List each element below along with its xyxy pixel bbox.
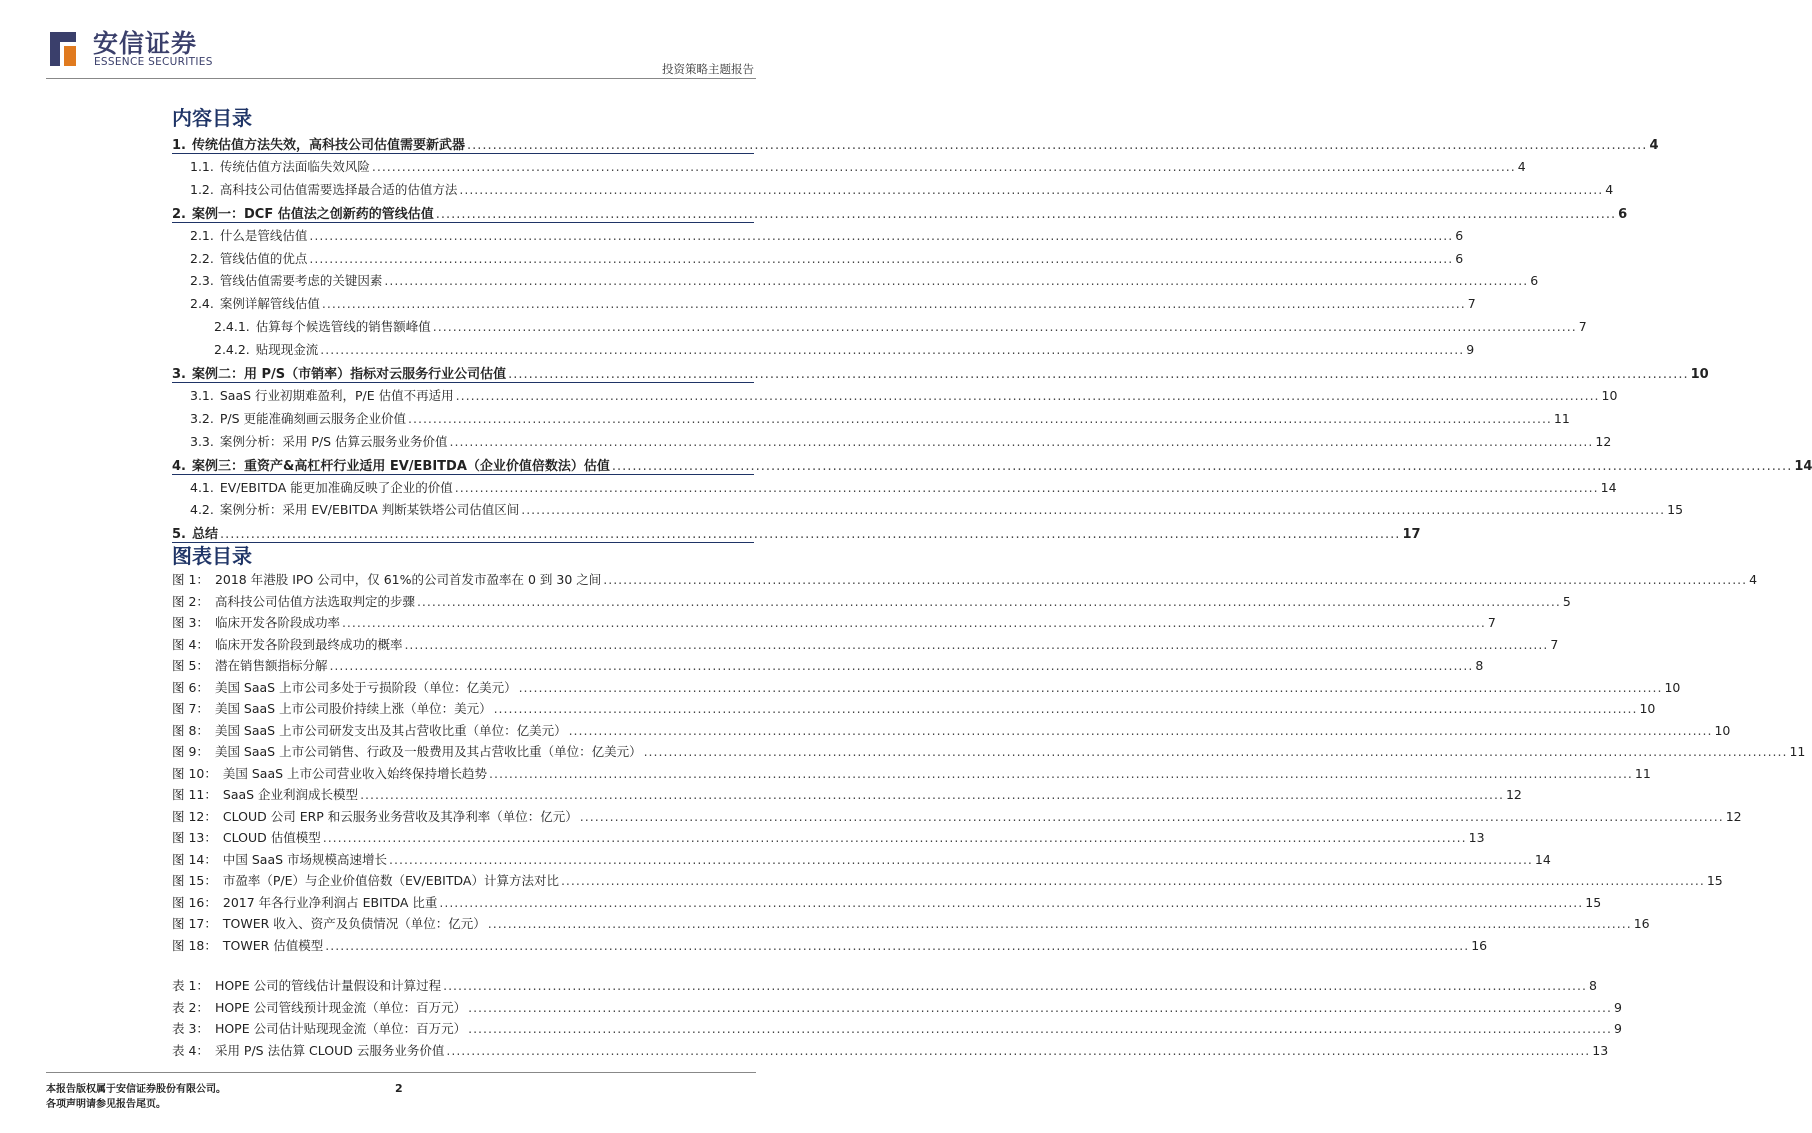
page-ref: 14	[1794, 459, 1812, 474]
toc-title: 内容目录	[172, 106, 252, 130]
entry-number: 4.1.	[190, 480, 214, 495]
entry-title: 总结	[191, 527, 218, 542]
entry-number: 图 15：	[172, 873, 217, 888]
entry-number: 图 1：	[172, 572, 209, 587]
dot-leader	[459, 182, 1603, 197]
page-ref: 16	[1471, 938, 1488, 953]
essence-logo-icon	[46, 28, 80, 70]
figure-entry[interactable]	[172, 807, 1742, 826]
dot-leader	[323, 830, 1467, 845]
page-ref: 14	[1534, 852, 1551, 867]
copyright-notice: 本报告版权属于安信证券股份有限公司。	[46, 1084, 226, 1095]
toc-entry[interactable]	[190, 249, 1464, 268]
entry-number: 图 12：	[172, 809, 217, 824]
entry-number: 2.2.	[190, 251, 214, 266]
entry-number: 图 17：	[172, 916, 217, 931]
page-ref: 7	[1578, 319, 1587, 334]
page-ref: 7	[1487, 615, 1496, 630]
dot-leader	[468, 1021, 1612, 1036]
entry-number: 2.3.	[190, 273, 214, 288]
dot-leader	[220, 527, 1400, 542]
entry-title: 美国 SaaS 上市公司营业收入始终保持增长趋势	[222, 766, 488, 781]
figures-title: 图表目录	[172, 544, 252, 568]
page-ref: 4	[1605, 182, 1614, 197]
page-ref: 8	[1475, 658, 1484, 673]
figure-entry[interactable]	[172, 914, 1650, 933]
entry-number: 5.	[172, 527, 186, 542]
figure-entry[interactable]	[172, 764, 1651, 783]
dot-leader	[569, 723, 1713, 738]
entry-title: 什么是管线估值	[219, 228, 308, 243]
entry-title: 管线估值需要考虑的关键因素	[219, 273, 383, 288]
entry-title: 潜在销售额指标分解	[214, 658, 328, 673]
entry-title: 美国 SaaS 上市公司销售、行政及一般费用及其占营收比重（单位：亿美元）	[214, 744, 642, 759]
dot-leader	[561, 873, 1705, 888]
entry-title: 美国 SaaS 上市公司股价持续上涨（单位：美元）	[214, 701, 492, 716]
page-header	[0, 0, 802, 80]
figure-entry[interactable]	[172, 635, 1559, 654]
figure-entry[interactable]	[172, 893, 1602, 912]
entry-number: 图 2：	[172, 594, 209, 609]
toc-entry[interactable]	[172, 363, 1709, 382]
toc-entry[interactable]	[190, 478, 1617, 497]
page-ref: 6	[1455, 228, 1464, 243]
entry-number: 3.2.	[190, 411, 214, 426]
entry-title: CLOUD 估值模型	[222, 830, 321, 845]
figure-entry[interactable]	[172, 656, 1484, 675]
entry-title: EV/EBITDA 能更加准确反映了企业的价值	[219, 480, 453, 495]
entry-number: 3.1.	[190, 388, 214, 403]
entry-title: 案例三：重资产&高杠杆行业适用 EV/EBITDA（企业价值倍数法）估值	[191, 459, 610, 474]
entry-number: 图 9：	[172, 744, 209, 759]
entry-number: 图 6：	[172, 680, 209, 695]
figure-entry[interactable]	[172, 699, 1656, 718]
page-ref: 6	[1455, 251, 1464, 266]
report-type-label: 投资策略主题报告	[662, 62, 754, 76]
entry-title: SaaS 行业初期难盈利，P/E 估值不再适用	[219, 388, 454, 403]
figure-entry[interactable]	[172, 828, 1485, 847]
entry-number: 2.1.	[190, 228, 214, 243]
dot-leader	[372, 159, 1516, 174]
dot-leader	[309, 251, 1453, 266]
entry-number: 图 10：	[172, 766, 217, 781]
page-ref: 14	[1600, 480, 1617, 495]
page-ref: 11	[1789, 744, 1806, 759]
page-ref: 11	[1553, 411, 1570, 426]
dot-leader	[488, 916, 1632, 931]
page-ref: 10	[1601, 388, 1618, 403]
figure-entry[interactable]	[172, 742, 1806, 761]
figure-entry[interactable]	[172, 613, 1496, 632]
entry-number: 图 4：	[172, 637, 209, 652]
entry-title: 案例分析：采用 EV/EBITDA 判断某铁塔公司估值区间	[219, 502, 520, 517]
entry-number: 图 16：	[172, 895, 217, 910]
entry-number: 图 18：	[172, 938, 217, 953]
entry-number: 4.2.	[190, 502, 214, 517]
toc-entry[interactable]	[190, 500, 1684, 519]
entry-title: SaaS 企业利润成长模型	[222, 787, 359, 802]
figure-entry[interactable]	[172, 592, 1571, 611]
dot-leader	[389, 852, 1533, 867]
entry-number: 图 3：	[172, 615, 209, 630]
toc-entry[interactable]	[190, 180, 1614, 199]
header-divider	[46, 78, 756, 79]
dot-leader	[309, 228, 1453, 243]
entry-number: 图 8：	[172, 723, 209, 738]
dot-leader	[580, 809, 1724, 824]
figure-entry[interactable]	[172, 871, 1723, 890]
entry-number: 表 3：	[172, 1021, 209, 1036]
page-ref: 6	[1618, 207, 1628, 222]
page-ref: 7	[1467, 296, 1476, 311]
page-ref: 12	[1595, 434, 1612, 449]
page-ref: 9	[1613, 1000, 1622, 1015]
entry-title: 传统估值方法失效，高科技公司估值需要新武器	[191, 138, 465, 153]
dot-leader	[408, 411, 1552, 426]
figure-entry[interactable]	[172, 678, 1681, 697]
toc-entry[interactable]	[190, 409, 1570, 428]
page-number: 2	[395, 1082, 403, 1095]
toc-entry[interactable]	[190, 271, 1539, 290]
entry-title: 案例二：用 P/S（市销率）指标对云服务行业公司估值	[191, 367, 507, 382]
entry-number: 表 1：	[172, 978, 209, 993]
dot-leader	[439, 895, 1583, 910]
toc-entry[interactable]	[172, 134, 1659, 153]
page-ref: 9	[1613, 1021, 1622, 1036]
entry-title: 中国 SaaS 市场规模高速增长	[222, 852, 388, 867]
page-ref: 11	[1634, 766, 1651, 781]
entry-title: TOWER 收入、资产及负债情况（单位：亿元）	[222, 916, 486, 931]
page-ref: 10	[1714, 723, 1731, 738]
dot-leader	[417, 594, 1561, 609]
dot-leader	[436, 207, 1616, 222]
dot-leader	[494, 701, 1638, 716]
dot-leader	[322, 296, 1466, 311]
dot-leader	[433, 319, 1577, 334]
page-ref: 12	[1505, 787, 1522, 802]
entry-title: 临床开发各阶段成功率	[214, 615, 340, 630]
entry-title: CLOUD 公司 ERP 和云服务业务营收及其净利率（单位：亿元）	[222, 809, 578, 824]
dot-leader	[508, 367, 1688, 382]
entry-title: 管线估值的优点	[219, 251, 308, 266]
entry-title: HOPE 公司管线预计现金流（单位：百万元）	[214, 1000, 467, 1015]
entry-number: 图 13：	[172, 830, 217, 845]
page-ref: 7	[1550, 637, 1559, 652]
entry-number: 4.	[172, 459, 186, 474]
entry-number: 图 14：	[172, 852, 217, 867]
figure-entry[interactable]	[172, 785, 1522, 804]
dot-leader	[446, 1043, 1590, 1058]
page-ref: 6	[1530, 273, 1539, 288]
page-ref: 4	[1649, 138, 1659, 153]
dot-leader	[467, 138, 1647, 153]
dot-leader	[468, 1000, 1612, 1015]
entry-title: 高科技公司估值方法选取判定的步骤	[214, 594, 415, 609]
entry-number: 1.1.	[190, 159, 214, 174]
page-ref: 15	[1585, 895, 1602, 910]
entry-title: 案例分析：采用 P/S 估算云服务业务价值	[219, 434, 448, 449]
entry-title: TOWER 估值模型	[222, 938, 324, 953]
entry-title: P/S 更能准确刻画云服务企业价值	[219, 411, 407, 426]
dot-leader	[320, 342, 1464, 357]
dot-leader	[455, 480, 1599, 495]
entry-title: 案例详解管线估值	[219, 296, 320, 311]
page-ref: 8	[1588, 978, 1597, 993]
toc-entry[interactable]	[172, 523, 1421, 542]
dot-leader	[612, 459, 1792, 474]
entry-title: 市盈率（P/E）与企业价值倍数（EV/EBITDA）计算方法对比	[222, 873, 559, 888]
entry-number: 图 11：	[172, 787, 217, 802]
entry-number: 表 4：	[172, 1043, 209, 1058]
toc-entry[interactable]	[214, 317, 1587, 336]
entry-number: 1.2.	[190, 182, 214, 197]
entry-number: 2.	[172, 207, 186, 222]
toc-entry[interactable]	[190, 157, 1526, 176]
toc-entry[interactable]	[190, 294, 1476, 313]
dot-leader	[384, 273, 1528, 288]
dot-leader	[519, 680, 1663, 695]
entry-title: 案例一：DCF 估值法之创新药的管线估值	[191, 207, 434, 222]
table-entry[interactable]	[172, 976, 1597, 995]
entry-title: HOPE 公司的管线估计量假设和计算过程	[214, 978, 442, 993]
entry-title: 2017 年各行业净利润占 EBITDA 比重	[222, 895, 438, 910]
dot-leader	[450, 434, 1594, 449]
dot-leader	[443, 978, 1587, 993]
entry-number: 图 7：	[172, 701, 209, 716]
page-ref: 5	[1562, 594, 1571, 609]
footer-divider	[46, 1072, 756, 1073]
entry-title: 采用 P/S 法估算 CLOUD 云服务业务价值	[214, 1043, 445, 1058]
page-ref: 12	[1725, 809, 1742, 824]
entry-title: 高科技公司估值需要选择最合适的估值方法	[219, 182, 458, 197]
entry-number: 3.	[172, 367, 186, 382]
dot-leader	[456, 388, 1600, 403]
page-ref: 17	[1402, 527, 1421, 542]
toc-entry[interactable]	[190, 226, 1464, 245]
page-ref: 10	[1664, 680, 1681, 695]
dot-leader	[404, 637, 1548, 652]
toc-entry[interactable]	[190, 386, 1618, 405]
toc-entry[interactable]	[172, 455, 1812, 474]
table-entry[interactable]	[172, 1041, 1609, 1060]
toc-entry[interactable]	[172, 203, 1628, 222]
entry-number: 1.	[172, 138, 186, 153]
entry-title: 美国 SaaS 上市公司研发支出及其占营收比重（单位：亿美元）	[214, 723, 567, 738]
page-ref: 15	[1667, 502, 1684, 517]
entry-number: 图 5：	[172, 658, 209, 673]
entry-title: 贴现现金流	[255, 342, 319, 357]
entry-number: 3.3.	[190, 434, 214, 449]
page-ref: 13	[1592, 1043, 1609, 1058]
entry-title: 美国 SaaS 上市公司多处于亏损阶段（单位：亿美元）	[214, 680, 517, 695]
page-ref: 13	[1468, 830, 1485, 845]
figure-entry[interactable]	[172, 936, 1488, 955]
dot-leader	[342, 615, 1486, 630]
page-ref: 4	[1749, 572, 1758, 587]
toc-entry[interactable]	[190, 432, 1612, 451]
entry-title: 临床开发各阶段到最终成功的概率	[214, 637, 403, 652]
figure-entry[interactable]	[172, 570, 1758, 589]
table-entry[interactable]	[172, 1019, 1622, 1038]
dot-leader	[644, 744, 1788, 759]
table-entry[interactable]	[172, 998, 1622, 1017]
entry-title: HOPE 公司估计贴现现金流（单位：百万元）	[214, 1021, 467, 1036]
entry-number: 2.4.1.	[214, 319, 250, 334]
entry-number: 表 2：	[172, 1000, 209, 1015]
page-ref: 16	[1633, 916, 1650, 931]
dot-leader	[489, 766, 1633, 781]
page-ref: 15	[1706, 873, 1723, 888]
page-ref: 4	[1517, 159, 1526, 174]
dot-leader	[325, 938, 1469, 953]
dot-leader	[329, 658, 1473, 673]
dot-leader	[603, 572, 1747, 587]
page-ref: 9	[1466, 342, 1475, 357]
figure-entry[interactable]	[172, 721, 1731, 740]
toc-entry[interactable]	[214, 340, 1475, 359]
entry-title: 2018 年港股 IPO 公司中，仅 61%的公司首发市盈率在 0 到 30 之间	[214, 572, 602, 587]
dot-leader	[521, 502, 1665, 517]
entry-number: 2.4.	[190, 296, 214, 311]
entry-number: 2.4.2.	[214, 342, 250, 357]
page-ref: 10	[1639, 701, 1656, 716]
entry-title: 估算每个候选管线的销售额峰值	[255, 319, 431, 334]
brand-name-en: ESSENCE SECURITIES	[94, 56, 213, 68]
brand-name-cn: 安信证券	[93, 29, 198, 58]
dot-leader	[360, 787, 1504, 802]
page-ref: 10	[1690, 367, 1709, 382]
entry-title: 传统估值方法面临失效风险	[219, 159, 370, 174]
disclaimer-notice: 各项声明请参见报告尾页。	[46, 1099, 166, 1110]
figure-entry[interactable]	[172, 850, 1551, 869]
